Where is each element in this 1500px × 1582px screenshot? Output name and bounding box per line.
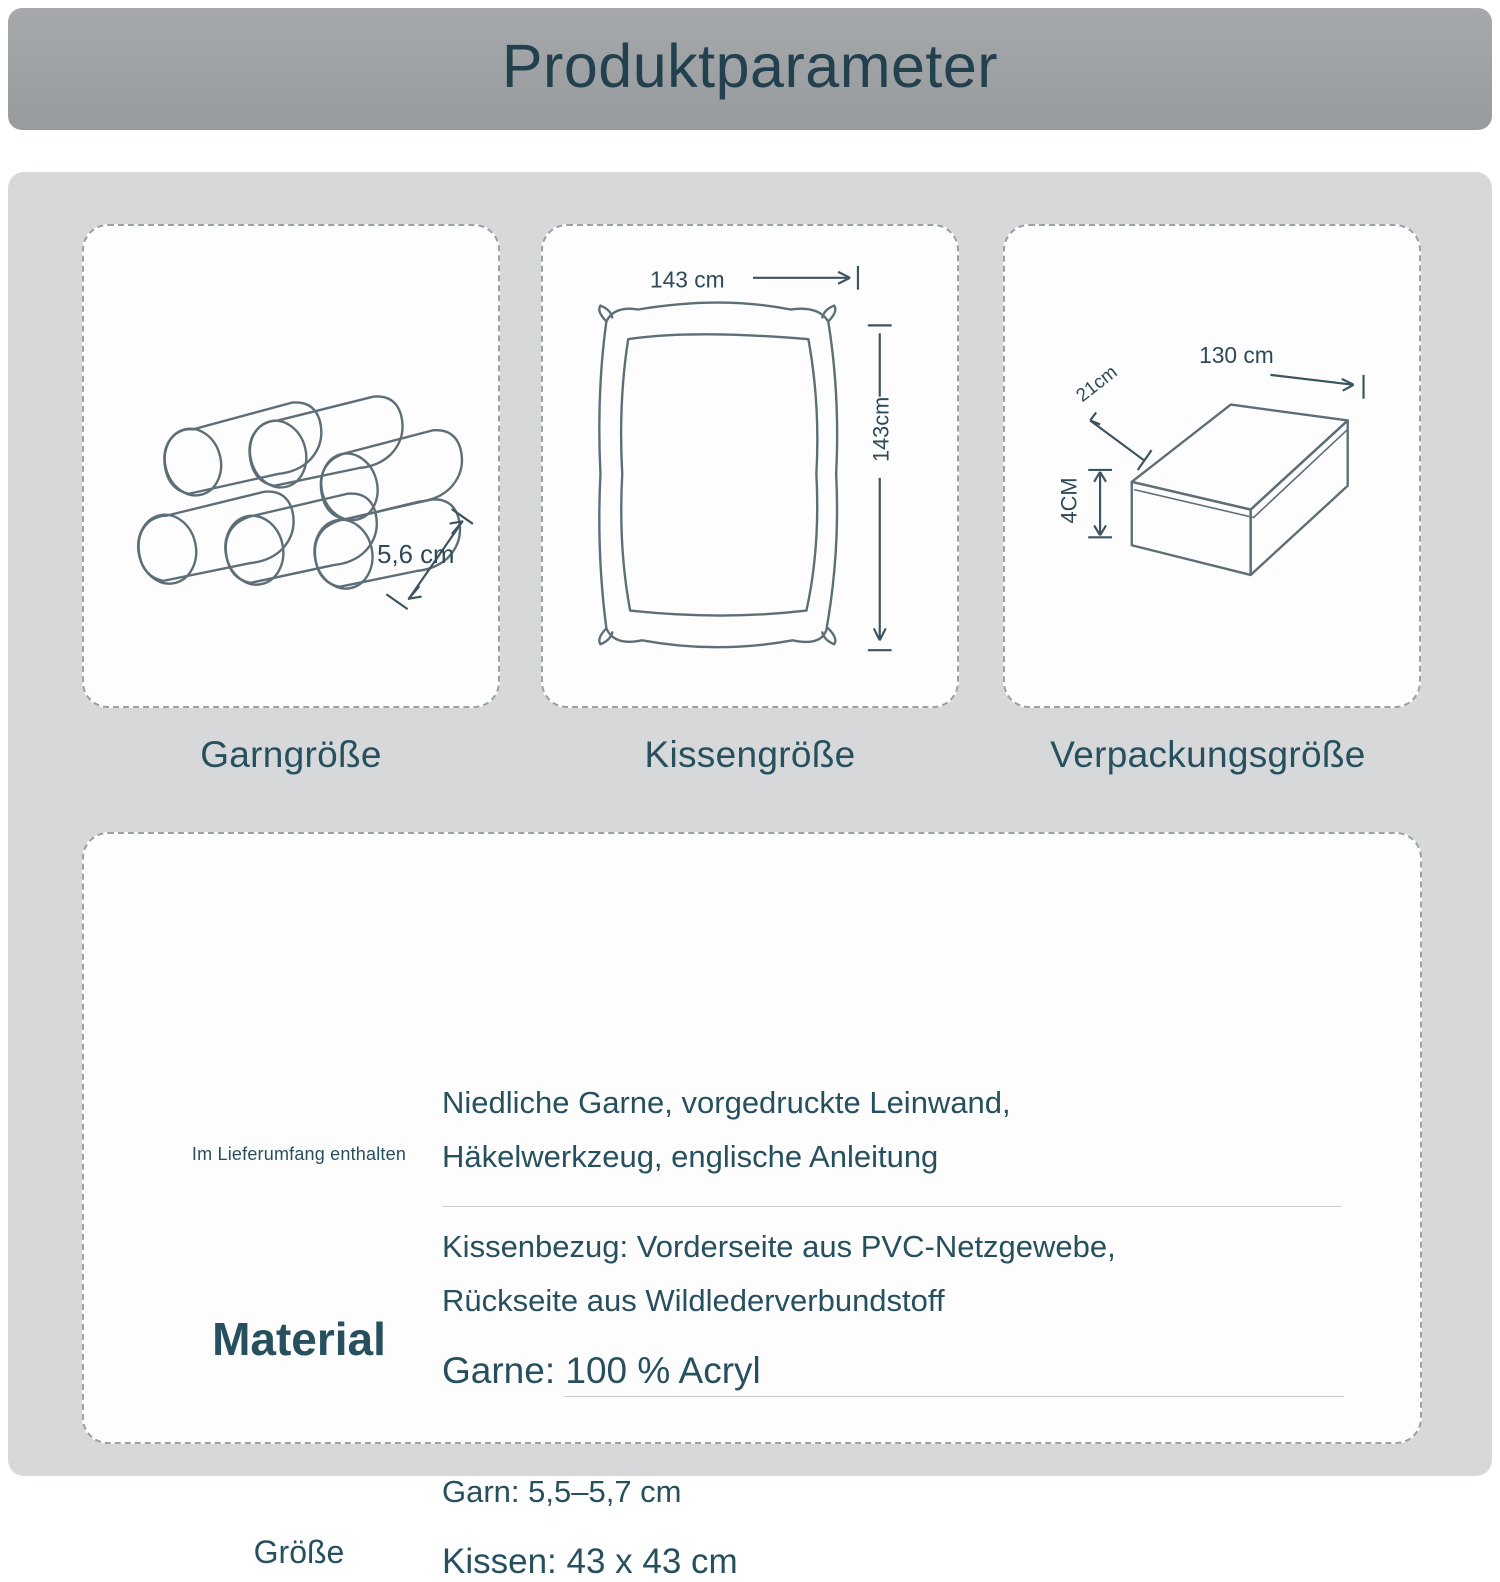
package-box-icon	[1005, 226, 1419, 706]
pillow-height-label: 143cm	[868, 396, 894, 463]
package-size-card	[1003, 224, 1421, 708]
material-cover-line-2: Rückseite aus Wildlederverbundstoff	[442, 1283, 945, 1319]
pillow-width-label: 143 cm	[649, 266, 725, 293]
divider-material	[564, 1396, 1344, 1397]
size-cards-row	[8, 172, 1492, 812]
yarn-skeins-icon	[84, 226, 498, 706]
included-value-line-1: Niedliche Garne, vorgedruckte Leinwand,	[442, 1085, 1011, 1120]
package-size-caption: Verpackungsgröße	[1050, 734, 1366, 775]
yarn-size-caption: Garngröße	[200, 734, 382, 775]
size-yarn-value: Garn: 5,5–5,7 cm	[442, 1474, 682, 1509]
size-pillow-value: Kissen: 43 x 43 cm	[442, 1542, 738, 1581]
pillow-size-card	[541, 224, 959, 708]
included-value-line-2: Häkelwerkzeug, englische Anleitung	[442, 1139, 939, 1175]
package-depth-label: 21cm	[1071, 360, 1121, 406]
pillow-icon	[543, 226, 957, 706]
yarn-size-card	[82, 224, 500, 708]
material-cover-value	[442, 1220, 1342, 1329]
main-panel	[8, 172, 1492, 1581]
material-cover-line-1: Kissenbezug: Vorderseite aus PVC-Netzgewebe,	[442, 1229, 1116, 1264]
material-yarn-value: Garne: 100 % Acryl	[442, 1350, 761, 1391]
specification-card	[82, 832, 1422, 1581]
package-height-label: 4CM	[1056, 477, 1082, 524]
yarn-dimension-label: 5,6 cm	[377, 541, 455, 570]
title-bar	[8, 8, 1492, 130]
included-value	[442, 1076, 1342, 1185]
included-label: Im Lieferumfang enthalten	[191, 1144, 407, 1164]
page-title: Produktparameter	[501, 31, 999, 100]
material-label: Material	[212, 1313, 386, 1365]
pillow-size-caption: Kissengröße	[644, 734, 856, 775]
divider-included	[442, 1206, 1342, 1207]
size-label: Größe	[253, 1534, 345, 1570]
package-length-label: 130 cm	[1199, 341, 1274, 368]
